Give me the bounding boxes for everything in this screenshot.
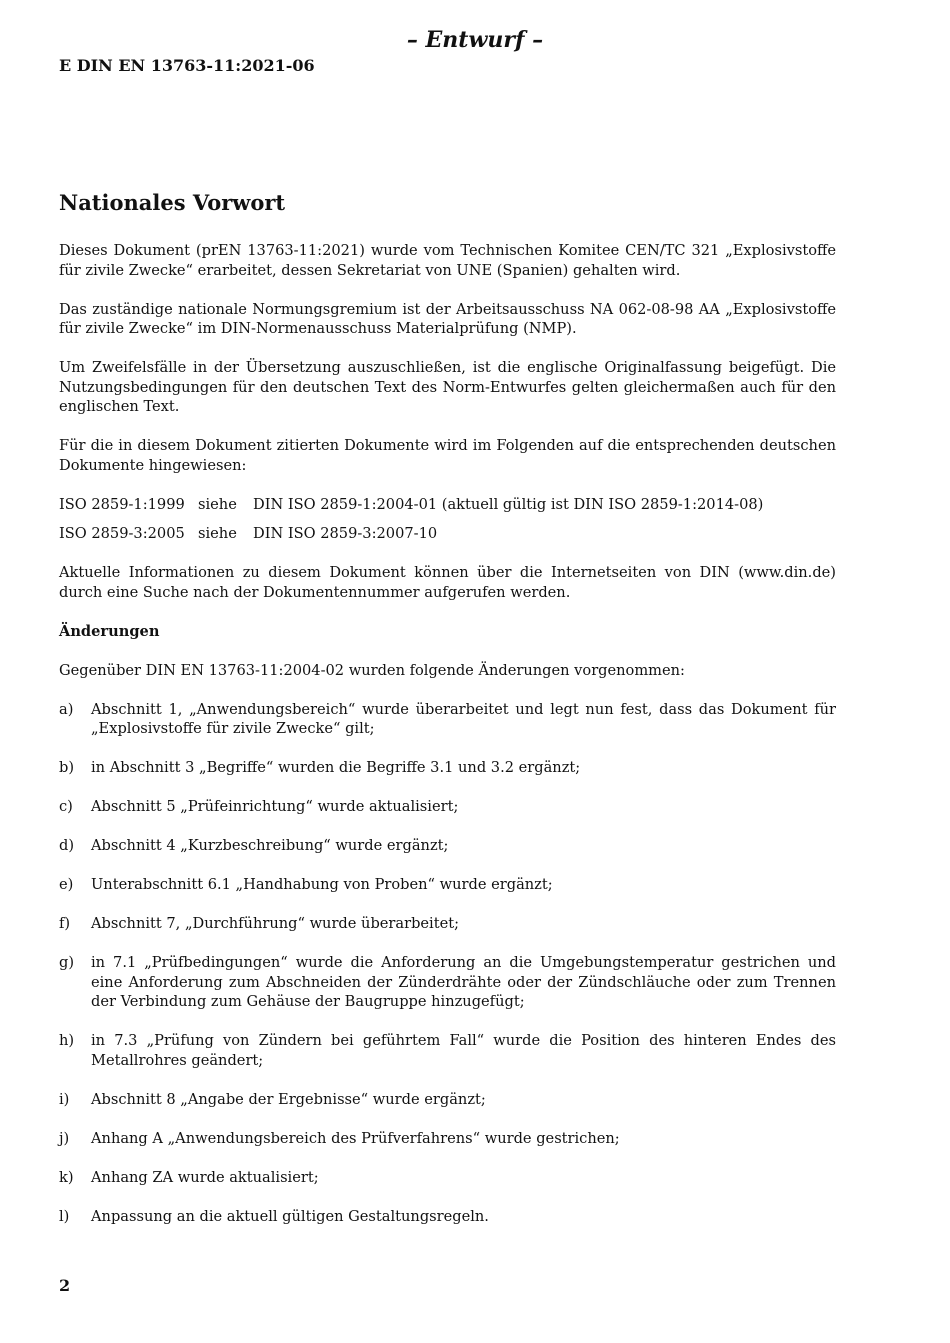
change-item bbox=[59, 1031, 836, 1070]
paragraph-national-body: Das zuständige nationale Normungsgremium ist der Arbeitsausschuss NA 062-08-98 AA „Explosivstoffe für zivile Zwecke“ im DIN-Normenausschuss Materialprüfung (NMP). bbox=[59, 300, 836, 337]
change-item bbox=[59, 1129, 836, 1149]
reference-see: siehe bbox=[198, 525, 237, 542]
change-item bbox=[59, 953, 836, 1012]
reference-din: DIN ISO 2859-3:2007-10 bbox=[253, 525, 438, 542]
changes-intro: Gegenüber DIN EN 13763-11:2004-02 wurden folgende Änderungen vorgenommen: bbox=[59, 661, 685, 679]
reference-row bbox=[59, 524, 836, 544]
change-item-label: b) bbox=[59, 759, 75, 776]
change-item-label: k) bbox=[59, 1168, 74, 1186]
reference-row bbox=[59, 495, 836, 515]
changes-heading: Änderungen bbox=[59, 622, 160, 640]
change-item-label: g) bbox=[59, 954, 75, 971]
change-item-text: Abschnitt 4 „Kurzbeschreibung“ wurde ergänzt; bbox=[91, 837, 449, 854]
paragraph-info: Aktuelle Informationen zu diesem Dokument können über die Internetseiten von DIN (www.din.de) durch eine Suche nach der Dokumentennummer aufgerufen werden. bbox=[59, 564, 836, 601]
change-item-label: j) bbox=[59, 1129, 70, 1147]
paragraph-references-intro: Für die in diesem Dokument zitierten Dokumente wird im Folgenden auf die entsprechenden deutschen Dokumente hingewiesen: bbox=[59, 437, 836, 474]
paragraph-translation: Um Zweifelsfälle in der Übersetzung auszuschließen, ist die englische Originalfassung beigefügt. Die Nutzungsbedingungen für den deutschen Text des Norm-Entwurfes gelten gleichermaßen auch für den englischen Text. bbox=[59, 359, 836, 415]
change-item-text: Abschnitt 7, „Durchführung“ wurde überarbeitet; bbox=[91, 915, 460, 932]
change-item-label: e) bbox=[59, 876, 74, 893]
draft-mark: – Entwurf – bbox=[406, 27, 544, 53]
reference-see: siehe bbox=[198, 495, 237, 513]
change-item-label: d) bbox=[59, 837, 75, 854]
paragraph-committee: Dieses Dokument (prEN 13763-11:2021) wurde vom Technischen Komitee CEN/TC 321 „Explosivstoffe für zivile Zwecke“ erarbeitet, dessen Sekretariat von UNE (Spanien) gehalten wird. bbox=[59, 242, 836, 279]
change-item-text: Anhang ZA wurde aktualisiert; bbox=[91, 1168, 319, 1186]
page-title: Nationales Vorwort bbox=[59, 190, 286, 215]
change-item bbox=[59, 1207, 836, 1227]
change-item-text: Abschnitt 5 „Prüfeinrichtung“ wurde aktualisiert; bbox=[91, 798, 459, 815]
change-item-text: Anhang A „Anwendungsbereich des Prüfverfahrens“ wurde gestrichen; bbox=[91, 1129, 620, 1147]
change-item-label: i) bbox=[59, 1090, 70, 1108]
change-item-text: Anpassung an die aktuell gültigen Gestaltungsregeln. bbox=[91, 1207, 489, 1225]
document-body bbox=[59, 241, 836, 1246]
change-item bbox=[59, 875, 836, 895]
change-item bbox=[59, 758, 836, 778]
change-item-label: h) bbox=[59, 1032, 75, 1049]
reference-iso: ISO 2859-3:2005 bbox=[59, 525, 185, 542]
change-item bbox=[59, 914, 836, 934]
change-item-text: in 7.1 „Prüfbedingungen“ wurde die Anforderung an die Umgebungstemperatur gestrichen und eine Anforderung zum Abschneiden der Zünderdrähte oder der Zündschläuche oder zum Trennen der Verbindung zum Gehäuse der Baugruppe hinzugefügt; bbox=[91, 954, 836, 1010]
change-item-text: in 7.3 „Prüfung von Zündern bei geführtem Fall“ wurde die Position des hinteren Endes des Metallrohres geändert; bbox=[91, 1032, 836, 1069]
change-item-text: Abschnitt 1, „Anwendungsbereich“ wurde überarbeitet und legt nun fest, dass das Dokument für „Explosivstoffe für zivile Zwecke“ gilt; bbox=[91, 700, 836, 737]
reference-din: DIN ISO 2859-1:2004-01 (aktuell gültig ist DIN ISO 2859-1:2014-08) bbox=[253, 495, 764, 513]
change-item bbox=[59, 1168, 836, 1188]
change-item-text: Unterabschnitt 6.1 „Handhabung von Proben“ wurde ergänzt; bbox=[91, 876, 553, 893]
change-item-label: c) bbox=[59, 798, 73, 815]
page-number: 2 bbox=[59, 1276, 71, 1295]
change-item bbox=[59, 836, 836, 856]
change-item-label: a) bbox=[59, 700, 74, 718]
reference-iso: ISO 2859-1:1999 bbox=[59, 495, 185, 513]
change-item bbox=[59, 700, 836, 739]
change-item-text: Abschnitt 8 „Angabe der Ergebnisse“ wurde ergänzt; bbox=[91, 1090, 486, 1108]
change-item-label: f) bbox=[59, 915, 71, 932]
change-item bbox=[59, 1090, 836, 1110]
change-item-label: l) bbox=[59, 1207, 70, 1225]
change-item bbox=[59, 797, 836, 817]
change-item-text: in Abschnitt 3 „Begriffe“ wurden die Begriffe 3.1 und 3.2 ergänzt; bbox=[91, 759, 581, 776]
document-id: E DIN EN 13763-11:2021-06 bbox=[59, 56, 315, 75]
